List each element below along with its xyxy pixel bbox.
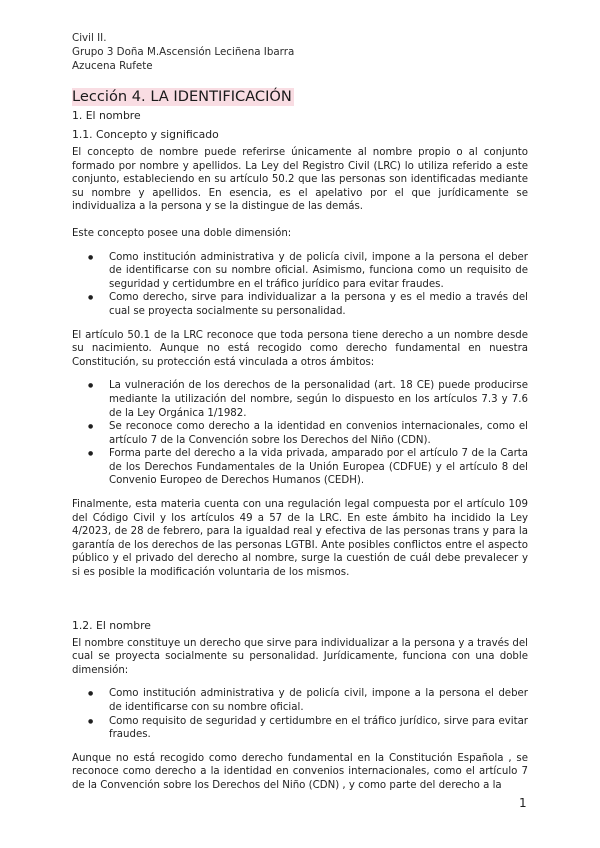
list-item: ● Como institución administrativa y de policía civil, impone a la persona el deber de identificarse con su nombre oficial.	[109, 687, 528, 714]
paragraph: El concepto de nombre puede referirse únicamente al nombre propio o al conjunto formado por nombre y apellidos. La Ley del Registro Civil (LRC) lo utiliza referido a este conjunto, estableciendo en su artículo 50.2 que las personas son identificadas mediante su nombre y apellidos. En esencia, es el apelativo por el que jurídicamente se individualiza a la persona y se la distingue de las demás.	[72, 147, 528, 213]
bullet-list	[72, 251, 528, 319]
header-course: Civil II.	[72, 32, 107, 44]
subsection-heading: 1.1. Concepto y significado	[72, 128, 219, 141]
page-number: 1	[519, 796, 527, 810]
paragraph: Aunque no está recogido como derecho fundamental en la Constitución Española , se reconoce como derecho a la identidad en convenios internacionales, como el artículo 7 de la Convención sobre los Derechos del Niño (CDN) , y como parte del derecho a la	[72, 752, 528, 791]
section-heading: 1. El nombre	[72, 109, 141, 122]
paragraph: Este concepto posee una doble dimensión:	[72, 227, 292, 239]
list-item: ● Como requisito de seguridad y certidumbre en el tráfico jurídico, sirve para evitar fraudes.	[109, 715, 528, 742]
list-item: ● Como derecho, sirve para individualizar a la persona y es el medio a través del cual se proyecta socialmente su personalidad.	[109, 291, 528, 318]
header-author: Azucena Rufete	[72, 60, 153, 72]
list-item: ● Forma parte del derecho a la vida privada, amparado por el artículo 7 de la Carta de los Derechos Fundamentales de la Unión Europea (CDFUE) y el artículo 8 del Convenio Europeo de Derechos Humanos (CEDH).	[109, 447, 528, 488]
paragraph: El artículo 50.1 de la LRC reconoce que toda persona tiene derecho a un nombre desde su nacimiento. Aunque no está recogido como derecho fundamental en nuestra Constitución, su protección está vinculada a otros ámbitos:	[72, 329, 528, 368]
header-group: Grupo 3 Doña M.Ascensión Leciñena Ibarra	[72, 46, 295, 58]
subsection-heading: 1.2. El nombre	[72, 618, 151, 632]
lesson-title: Lección 4. LA IDENTIFICACIÓN	[72, 88, 292, 105]
paragraph: El nombre constituye un derecho que sirve para individualizar a la persona y a través del cual se proyecta socialmente su personalidad. Jurídicamente, funciona con una doble dimensión:	[72, 637, 528, 676]
bullet-list	[72, 687, 528, 741]
list-item: ● Como institución administrativa y de policía civil, impone a la persona el deber de identificarse con su nombre oficial. Asimismo, funciona como un requisito de seguridad y certidumbre en el tráfico jurídico para evitar fraudes.	[109, 251, 528, 292]
paragraph: Finalmente, esta materia cuenta con una regulación legal compuesta por el artículo 109 del Código Civil y los artículos 49 a 57 de la LRC. En este ámbito ha incidido la Ley 4/2023, de 28 de febrero, para la igualdad real y efectiva de las personas trans y para la garantía de los derechos de las personas LGTBI. Ante posibles conflictos entre el aspecto público y el privado del derecho al nombre, surge la cuestión de cuál debe prevalecer y si es posible la modificación voluntaria de los mismos.	[72, 499, 528, 579]
list-item: ● La vulneración de los derechos de la personalidad (art. 18 CE) puede producirse mediante la utilización del nombre, según lo dispuesto en los artículos 7.3 y 7.6 de la Ley Orgánica 1/1982.	[109, 379, 528, 420]
list-item: ● Se reconoce como derecho a la identidad en convenios internacionales, como el artículo 7 de la Convención sobre los Derechos del Niño (CDN).	[109, 420, 528, 447]
bullet-list	[72, 379, 528, 488]
